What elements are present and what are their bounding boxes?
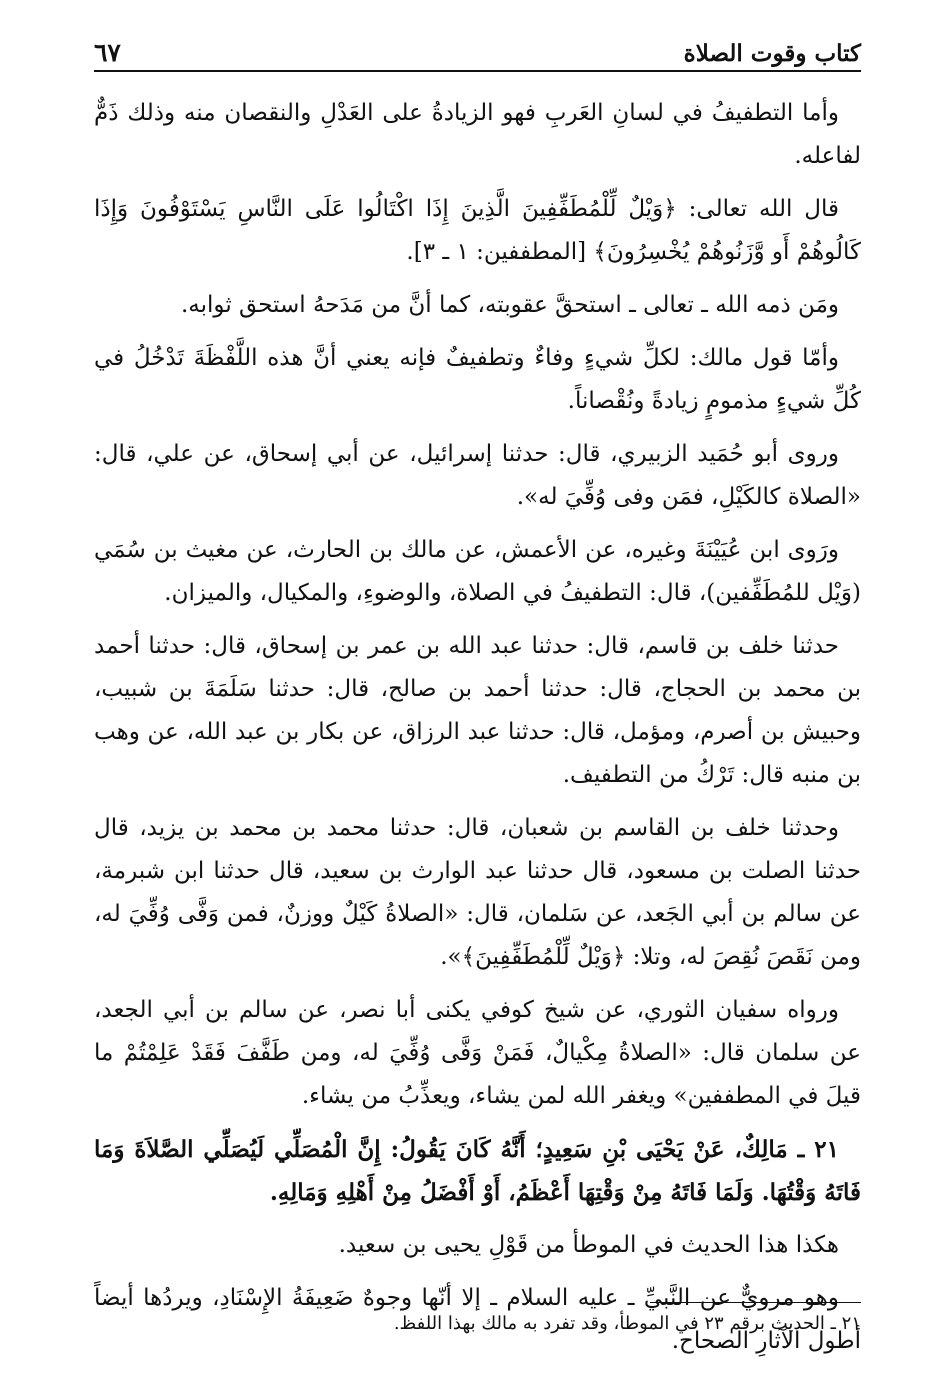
paragraph: وروى أبو حُمَيد الزبيري، قال: حدثنا إسرائيل، عن أبي إسحاق، عن علي، قال: «الصلاة كالكَيْلِ، فمَن وفى وُفِّيَ له». <box>94 441 861 510</box>
paragraph: وهو مرويٌّ عن النَّبيِّ ـ عليه السلام ـ إلا أنّها وجوهٌ ضَعِيفَةُ الإِسْنَادِ، ويردُها أيضاً أطول الآثارِ الصحاح. <box>94 1285 861 1354</box>
footnote: ٢١ ـ الحديث برقم ٢٣ في الموطأ، وقد تفرد به مالك بهذا اللفظ. <box>393 1313 861 1334</box>
paragraph: ورَوى ابن عُيَيْنَةَ وغيره، عن الأعمش، عن مالك بن الحارث، عن مغيث بن سُمَي (وَيْل للمُطَفِّفين)، قال: التطفيفُ في الصلاة، والوضوءِ، والمكيال، والميزان. <box>94 537 861 606</box>
paragraph: وأما التطفيفُ في لسانِ العَربِ فهو الزيادةُ على العَدْلِ والنقصان منه وذلك ذَمٌّ لفاعله. <box>94 100 861 169</box>
paragraph: هكذا هذا الحديث في الموطأ من قَوْلِ يحيى بن سعيد. <box>338 1232 839 1258</box>
chapter-title: كتاب وقوت الصلاة <box>683 40 861 67</box>
paragraph: ورواه سفيان الثوري، عن شيخ كوفي يكنى أبا نصر، عن سالم بن أبي الجعد، عن سلمان قال: «الصلاةُ مِكْيالٌ، فَمَنْ وَفَّى وُفِّيَ له، ومن طَفَّفَ فَقَدْ عَلِمْتُمْ ما قيلَ في المطففين» ويغفر الله لمن يشاء، ويعذِّبُ من يشاء. <box>94 997 861 1109</box>
hadith-text: ٢١ ـ مَالِكٌ، عَنْ يَحْيَى بْنِ سَعِيدٍ؛ أَنَّهُ كَانَ يَقُولُ: إِنَّ الْمُصَلِّي لَيُصَلِّي الصَّلاَةَ وَمَا فَاتَهُ وَقْتُهَا. وَلَمَا فَاتَهُ مِنْ وَقْتِهَا أَعْظَمُ، أَوْ أَفْضَلُ مِنْ أَهْلِهِ وَمَالِهِ. <box>94 1136 861 1206</box>
paragraph: وأمّا قول مالك: لكلِّ شيءٍ وفاءٌ وتطفيفٌ فإنه يعني أنَّ هذه اللَّفْظَةَ تَدْخُلُ في كُلِّ شيءٍ مذمومٍ زيادةً ونُقْصاناً. <box>94 345 861 414</box>
page-number: ٦٧ <box>94 38 121 67</box>
paragraph: قال الله تعالى: ﴿وَيْلٌ لِّلْمُطَفِّفِينَ الَّذِينَ إِذَا اكْتَالُوا عَلَى النَّاسِ يَسْتَوْفُونَ وَإِذَا كَالُوهُمْ أَو وَّزَنُوهُمْ يُخْسِرُونَ﴾ [المطففين: ١ ـ ٣]. <box>94 196 861 265</box>
paragraph: وحدثنا خلف بن القاسم بن شعبان، قال: حدثنا محمد بن محمد بن يزيد، قال حدثنا الصلت بن مسعود، قال حدثنا عبد الوارث بن سعيد، قال حدثنا ابن شبرمة، عن سالم بن أبي الجَعد، عن سَلمان، قال: «الصلاةُ كَيْلٌ ووزنٌ، فمن وَفَّى وُفِّيَ له، ومن نَقَصَ نُقِصَ له، وتلا: ﴿وَيْلٌ لِّلْمُطَفِّفِينَ﴾». <box>94 815 861 970</box>
paragraph: حدثنا خلف بن قاسم، قال: حدثنا عبد الله بن عمر بن إسحاق، قال: حدثنا أحمد بن محمد بن الحجاج، قال: حدثنا أحمد بن صالح، قال: حدثنا سَلَمَةَ بن شبيب، وحبيش بن أصرم، ومؤمل، قال: حدثنا عبد الرزاق، عن بكار بن عبد الله، عن وهب بن منبه قال: تَرْكُ من التطفيف. <box>94 633 861 788</box>
running-header <box>94 30 861 72</box>
paragraph: ومَن ذمه الله ـ تعالى ـ استحقَّ عقوبته، كما أنَّ من مَدَحهُ استحق ثوابه. <box>181 292 839 318</box>
footnote-divider <box>650 1302 861 1303</box>
